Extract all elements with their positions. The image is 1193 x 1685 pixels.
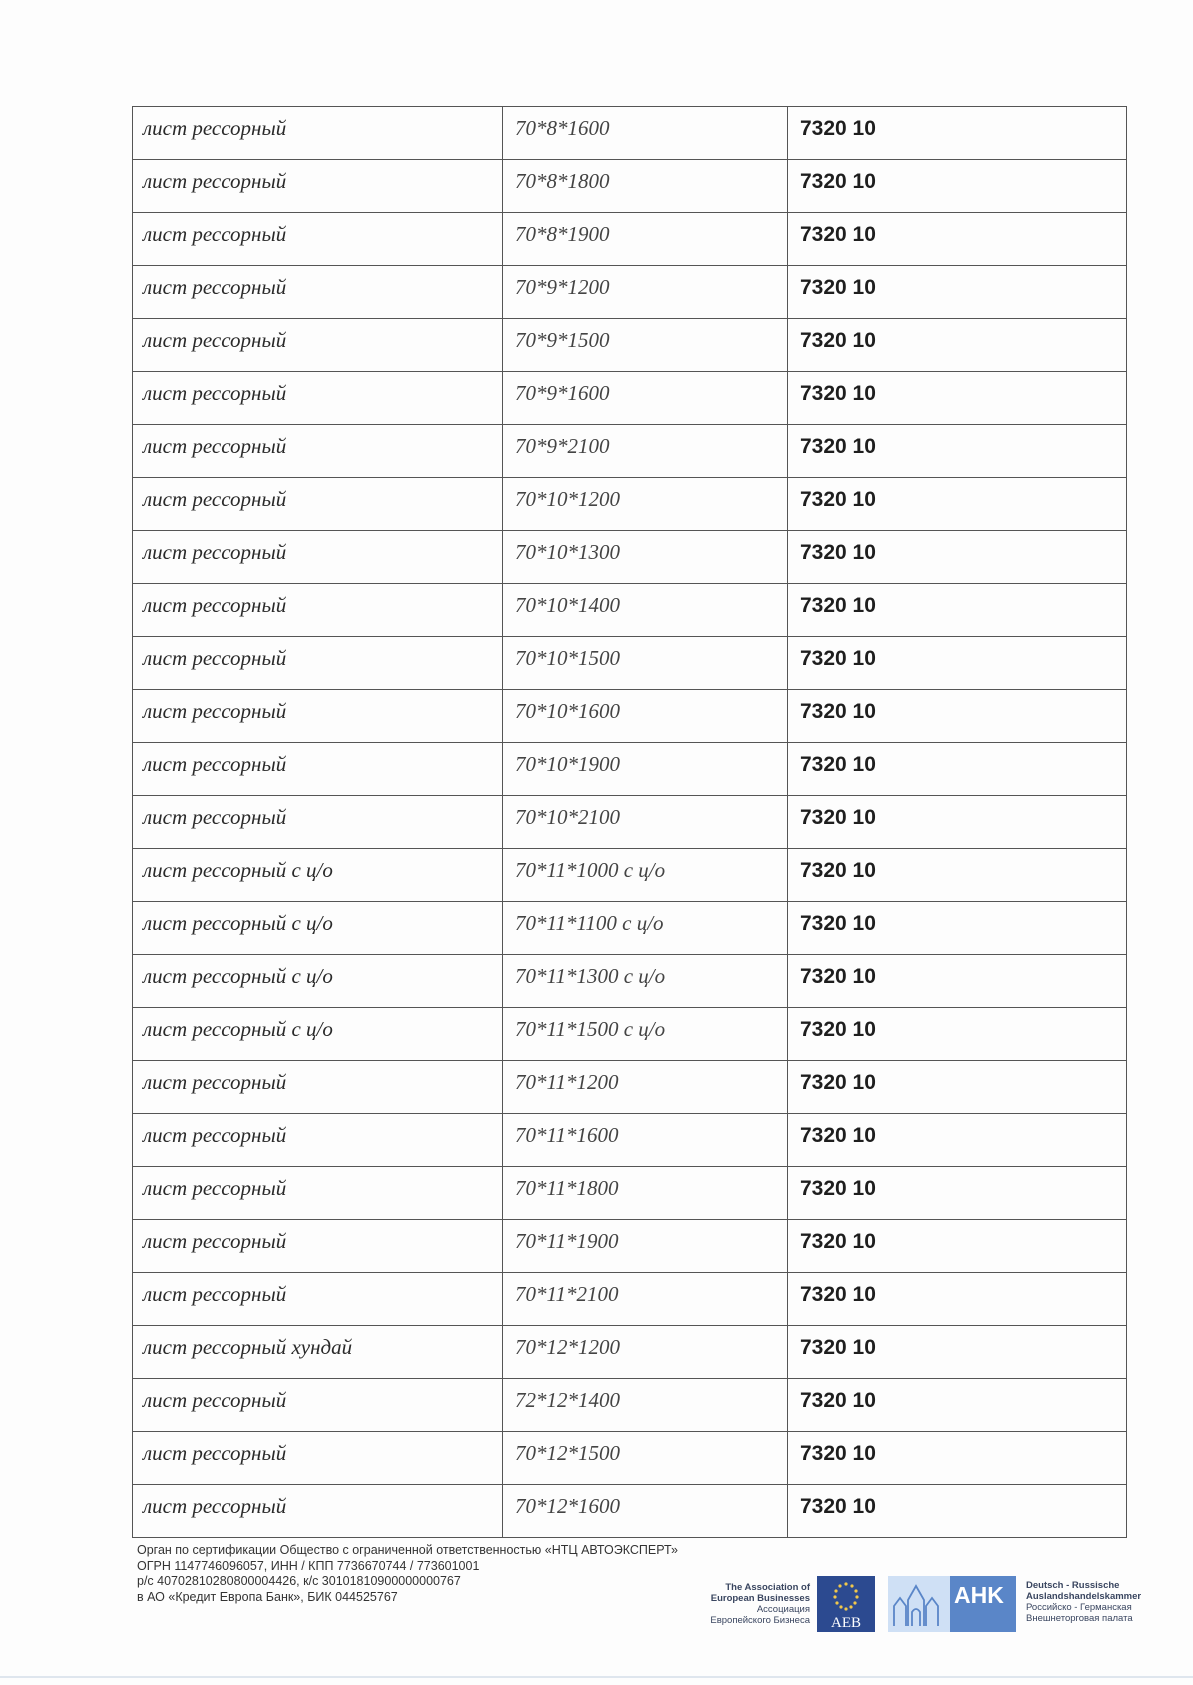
item-code-cell: 7320 10 — [788, 319, 1127, 372]
item-name-cell: лист рессорный — [133, 637, 503, 690]
item-code-cell: 7320 10 — [788, 531, 1127, 584]
item-size-cell: 70*11*2100 — [503, 1273, 788, 1326]
item-size-cell: 70*11*1200 — [503, 1061, 788, 1114]
table-row — [133, 160, 1127, 213]
item-name-cell: лист рессорный — [133, 796, 503, 849]
item-size-cell: 70*9*1200 — [503, 266, 788, 319]
item-code-cell: 7320 10 — [788, 266, 1127, 319]
item-size-cell: 70*10*1500 — [503, 637, 788, 690]
item-name-cell: лист рессорный — [133, 266, 503, 319]
item-size-cell: 70*11*1900 — [503, 1220, 788, 1273]
item-code-cell: 7320 10 — [788, 637, 1127, 690]
ahk-caption-ru-2: Внешнеторговая палата — [1026, 1613, 1133, 1624]
item-code-cell: 7320 10 — [788, 1167, 1127, 1220]
table-row — [133, 955, 1127, 1008]
item-code-cell: 7320 10 — [788, 160, 1127, 213]
item-name-cell: лист рессорный с ц/о — [133, 955, 503, 1008]
item-code-cell: 7320 10 — [788, 849, 1127, 902]
item-code-cell: 7320 10 — [788, 1008, 1127, 1061]
certification-body-details — [137, 1543, 678, 1605]
item-code-cell: 7320 10 — [788, 1114, 1127, 1167]
item-code-cell: 7320 10 — [788, 902, 1127, 955]
item-size-cell: 72*12*1400 — [503, 1379, 788, 1432]
table-row — [133, 425, 1127, 478]
table-row — [133, 743, 1127, 796]
ahk-caption-de-2: Auslandshandelskammer — [1026, 1591, 1142, 1602]
table-row — [133, 213, 1127, 266]
item-name-cell: лист рессорный — [133, 319, 503, 372]
item-name-cell: лист рессорный — [133, 531, 503, 584]
item-size-cell: 70*10*1900 — [503, 743, 788, 796]
aeb-caption — [668, 1582, 810, 1626]
table-row — [133, 107, 1127, 160]
item-name-cell: лист рессорный — [133, 1167, 503, 1220]
table-row — [133, 1220, 1127, 1273]
item-name-cell: лист рессорный — [133, 160, 503, 213]
table-row — [133, 584, 1127, 637]
item-size-cell: 70*10*1200 — [503, 478, 788, 531]
item-name-cell: лист рессорный — [133, 1061, 503, 1114]
item-name-cell: лист рессорный с ц/о — [133, 1008, 503, 1061]
item-size-cell: 70*8*1900 — [503, 213, 788, 266]
table-row — [133, 1114, 1127, 1167]
item-code-cell: 7320 10 — [788, 584, 1127, 637]
aeb-mark: AEB — [831, 1615, 861, 1631]
table-row — [133, 372, 1127, 425]
ahk-caption-de-1: Deutsch - Russische — [1026, 1580, 1120, 1591]
item-size-cell: 70*9*1600 — [503, 372, 788, 425]
item-name-cell: лист рессорный — [133, 1220, 503, 1273]
item-name-cell: лист рессорный — [133, 1114, 503, 1167]
table-row — [133, 1061, 1127, 1114]
ahk-caption — [1026, 1580, 1141, 1624]
item-size-cell: 70*11*1500 с ц/о — [503, 1008, 788, 1061]
table-row — [133, 319, 1127, 372]
item-size-cell: 70*9*2100 — [503, 425, 788, 478]
table-row — [133, 1379, 1127, 1432]
item-code-cell: 7320 10 — [788, 1379, 1127, 1432]
item-name-cell: лист рессорный — [133, 1273, 503, 1326]
table-row — [133, 478, 1127, 531]
item-code-cell: 7320 10 — [788, 213, 1127, 266]
footer-line: р/с 40702810280800004426, к/с 30101810900000000767 — [137, 1574, 461, 1588]
item-code-cell: 7320 10 — [788, 425, 1127, 478]
item-size-cell: 70*11*1000 с ц/о — [503, 849, 788, 902]
item-name-cell: лист рессорный — [133, 478, 503, 531]
item-name-cell: лист рессорный — [133, 213, 503, 266]
footer-line: в АО «Кредит Европа Банк», БИК 044525767 — [137, 1589, 398, 1604]
table-row — [133, 531, 1127, 584]
item-code-cell: 7320 10 — [788, 1326, 1127, 1379]
table-row — [133, 1326, 1127, 1379]
cathedral-icon — [888, 1576, 950, 1632]
item-size-cell: 70*10*1600 — [503, 690, 788, 743]
aeb-caption-en-2: European Businesses — [710, 1593, 810, 1604]
aeb-logo — [817, 1576, 875, 1632]
item-size-cell: 70*11*1300 с ц/о — [503, 955, 788, 1008]
item-size-cell: 70*10*1300 — [503, 531, 788, 584]
item-size-cell: 70*11*1100 с ц/о — [503, 902, 788, 955]
table-row — [133, 1008, 1127, 1061]
table-row — [133, 1273, 1127, 1326]
item-code-cell: 7320 10 — [788, 107, 1127, 160]
table-row — [133, 266, 1127, 319]
item-code-cell: 7320 10 — [788, 372, 1127, 425]
footer-line: ОГРН 1147746096057, ИНН / КПП 7736670744 / 773601001 — [137, 1558, 480, 1573]
aeb-caption-ru-1: Ассоциация — [756, 1604, 810, 1615]
item-name-cell: лист рессорный с ц/о — [133, 849, 503, 902]
table-row — [133, 1167, 1127, 1220]
aeb-caption-ru-2: Европейского Бизнеса — [710, 1615, 810, 1626]
ahk-mark: AHK — [954, 1582, 1004, 1608]
item-size-cell: 70*12*1200 — [503, 1326, 788, 1379]
eu-stars-icon — [817, 1576, 875, 1632]
item-name-cell: лист рессорный хундай — [133, 1326, 503, 1379]
table-row — [133, 690, 1127, 743]
item-name-cell: лист рессорный — [133, 690, 503, 743]
item-name-cell: лист рессорный — [133, 1485, 503, 1538]
item-code-cell: 7320 10 — [788, 955, 1127, 1008]
item-code-cell: 7320 10 — [788, 478, 1127, 531]
item-name-cell: лист рессорный с ц/о — [133, 902, 503, 955]
bottom-divider — [0, 1676, 1193, 1678]
item-size-cell: 70*12*1500 — [503, 1432, 788, 1485]
table-row — [133, 849, 1127, 902]
table-row — [133, 902, 1127, 955]
item-size-cell: 70*10*1400 — [503, 584, 788, 637]
table-row — [133, 1485, 1127, 1538]
product-table — [132, 106, 1127, 1538]
item-code-cell: 7320 10 — [788, 1273, 1127, 1326]
item-size-cell: 70*9*1500 — [503, 319, 788, 372]
aeb-caption-en-1: The Association of — [725, 1582, 810, 1593]
item-code-cell: 7320 10 — [788, 796, 1127, 849]
ahk-caption-ru-1: Российско - Германская — [1026, 1602, 1132, 1613]
item-size-cell: 70*8*1800 — [503, 160, 788, 213]
product-table-body — [133, 107, 1127, 1538]
item-size-cell: 70*11*1600 — [503, 1114, 788, 1167]
table-row — [133, 796, 1127, 849]
item-code-cell: 7320 10 — [788, 1432, 1127, 1485]
item-size-cell: 70*12*1600 — [503, 1485, 788, 1538]
item-code-cell: 7320 10 — [788, 1485, 1127, 1538]
item-name-cell: лист рессорный — [133, 107, 503, 160]
item-name-cell: лист рессорный — [133, 584, 503, 637]
footer-line: Орган по сертификации Общество с ограниченной ответственностью «НТЦ АВТОЭКСПЕРТ» — [137, 1543, 679, 1557]
item-name-cell: лист рессорный — [133, 1379, 503, 1432]
item-code-cell: 7320 10 — [788, 1220, 1127, 1273]
item-name-cell: лист рессорный — [133, 425, 503, 478]
item-name-cell: лист рессорный — [133, 1432, 503, 1485]
item-size-cell: 70*10*2100 — [503, 796, 788, 849]
item-code-cell: 7320 10 — [788, 690, 1127, 743]
item-name-cell: лист рессорный — [133, 372, 503, 425]
table-row — [133, 1432, 1127, 1485]
ahk-logo — [888, 1576, 1016, 1632]
item-size-cell: 70*8*1600 — [503, 107, 788, 160]
item-name-cell: лист рессорный — [133, 743, 503, 796]
item-code-cell: 7320 10 — [788, 1061, 1127, 1114]
item-size-cell: 70*11*1800 — [503, 1167, 788, 1220]
table-row — [133, 637, 1127, 690]
item-code-cell: 7320 10 — [788, 743, 1127, 796]
